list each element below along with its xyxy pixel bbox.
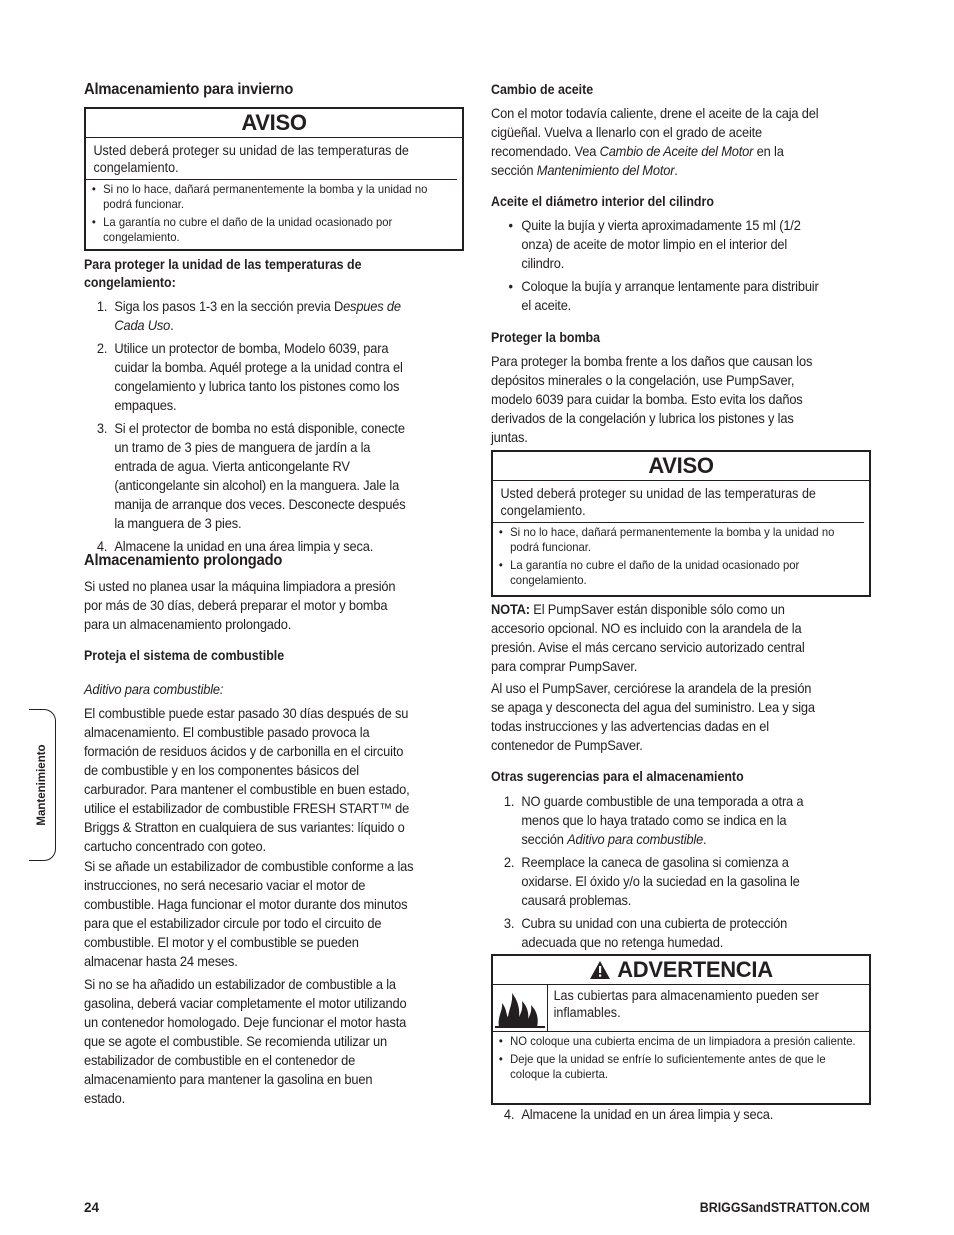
notice-title: AVISO xyxy=(86,109,462,138)
cylinder-heading: Aceite el diámetro interior del cilindro xyxy=(491,194,714,209)
cylinder-bullets xyxy=(491,216,822,319)
nota-label: NOTA: xyxy=(491,601,530,617)
notice-bullet: • Si no lo hace, dañará permanentemente la bomba y la unidad no podrá funcionar. xyxy=(498,525,835,554)
other-tips-steps xyxy=(491,792,822,956)
list-item: 3. Cubra su unidad con una cubierta de protección adecuada que no retenga humedad. xyxy=(503,915,788,950)
section-tab-mantenimiento xyxy=(29,709,56,861)
pump-protect-text: Para proteger la bomba frente a los daños que causan los depósitos minerales o la congelación, use PumpSaver, modelo 6039 para cuidar la bomba. Esto evita los daños derivados de la congelación y lubrica los pistones y las juntas. xyxy=(491,353,813,445)
final-step xyxy=(491,1105,822,1128)
list-item: 2. Utilice un protector de bomba, Modelo 6039, para cuidar la bomba. Aquél protege a la unidad contra el congelamiento y lubrica tanto los pistones como los empaques. xyxy=(96,340,403,413)
prolonged-storage-heading: Almacenamiento prolongado xyxy=(84,552,283,569)
notice-intro: Usted deberá proteger su unidad de las temperaturas de congelamiento. xyxy=(493,481,864,523)
notice-intro: Usted deberá proteger su unidad de las temperaturas de congelamiento. xyxy=(86,138,457,180)
warning-box xyxy=(491,954,871,1105)
section-tab-label: Mantenimiento xyxy=(36,744,48,826)
oil-change-text: Con el motor todavía caliente, drene el aceite de la caja del cigüeñal. Vuelva a llenarlo con el grado de aceite recomendado. Vea Cambio de Aceite del Motor en la sección Mantenimiento del Motor. xyxy=(491,105,819,178)
notice-bullet: • La garantía no cubre el daño de la unidad ocasionado por congelamiento. xyxy=(498,558,800,587)
fuel-additive-label: Aditivo para combustible: xyxy=(84,681,224,697)
notice-bullet: • La garantía no cubre el daño de la unidad ocasionado por congelamiento. xyxy=(91,215,393,244)
list-item: 4. Almacene la unidad en una área limpia y seca. xyxy=(96,538,374,554)
fire-icon xyxy=(493,985,548,1031)
protect-heading: Para proteger la unidad de las temperaturas de congelamiento: xyxy=(84,257,362,290)
notice-bullets xyxy=(86,180,462,251)
list-item: 1. Siga los pasos 1-3 en la sección previa Despues de Cada Uso. xyxy=(96,298,401,333)
list-item: 4. Almacene la unidad en un área limpia y seca. xyxy=(503,1106,774,1122)
warning-title: ADVERTENCIA xyxy=(617,957,773,982)
pump-protect-heading: Proteger la bomba xyxy=(491,330,601,345)
fuel-paragraph-2: Si se añade un estabilizador de combustible conforme a las instrucciones, no será necesario vaciar el motor de combustible. Haga funcionar el motor durante dos minutos para que el estabilizador circule por todo el circuito de combustible. El motor y el combustible se pueden almacenar hasta 24 meses. xyxy=(84,858,414,969)
notice-title: AVISO xyxy=(493,452,869,481)
warning-bullet: • NO coloque una cubierta encima de un limpiadora a presión caliente. xyxy=(498,1034,856,1048)
fuel-paragraph-3: Si no se ha añadido un estabilizador de combustible a la gasolina, deberá vaciar completamente el motor utilizando un contenedor homologado. Deje funcionar el motor hasta que se agote el combustible. Se recomienda utilizar un estabilizador de combustible en el contenedor de almacenamiento para mantener la gasolina en buen estado. xyxy=(84,976,407,1106)
warning-hazard-text: Las cubiertas para almacenamiento pueden ser inflamables. xyxy=(553,988,819,1020)
notice-bullet: • Si no lo hace, dañará permanentemente la bomba y la unidad no podrá funcionar. xyxy=(91,182,428,211)
fuel-system-heading: Proteja el sistema de combustible xyxy=(84,648,285,663)
warning-header xyxy=(493,956,869,985)
notice-box-2 xyxy=(491,450,871,597)
list-item: • Quite la bujía y vierta aproximadamente 15 ml (1/2 onza) de aceite de motor limpio en el interior del cilindro. xyxy=(508,217,801,271)
other-tips-heading: Otras sugerencias para el almacenamiento xyxy=(491,769,744,784)
prolonged-storage-text: Si usted no planea usar la máquina limpiadora a presión por más de 30 días, deberá preparar el motor y bomba para un almacenamiento prolongado. xyxy=(84,578,396,632)
pumpsaver-text: Al uso el PumpSaver, cerciórese la arandela de la presión se apaga y desconecta del agua del suministro. Lea y siga todas instrucciones y las advertencias dadas en el contenedor de PumpSaver. xyxy=(491,680,815,753)
warning-triangle-icon xyxy=(589,960,611,980)
winter-storage-heading: Almacenamiento para invierno xyxy=(84,81,294,98)
nota-text: NOTA: El PumpSaver están disponible sólo como un accesorio opcional. NO es incluido con la arandela de la presión. Avise el más cercano servicio autorizado central para comprar PumpSaver. xyxy=(491,601,805,674)
list-item: 2. Reemplace la caneca de gasolina si comienza a oxidarse. El óxido y/o la suciedad en la gasolina le causará problemas. xyxy=(503,854,800,908)
fuel-paragraph-1: El combustible puede estar pasado 30 días después de su almacenamiento. El combustible pasado provoca la formación de residuos ácidos y de carbonilla en el circuito de combustible y en los componentes básicos del carburador. Para mantener el combustible en buen estado, utilice el estabilizador de combustible FRESH START™ de Briggs & Stratton en cualquiera de sus variantes: líquido o cartucho concentrado con goteo. xyxy=(84,705,410,854)
list-item: 1. NO guarde combustible de una temporada a otra a menos que lo haya tratado como se indica en la sección Aditivo para combustible. xyxy=(503,793,804,847)
notice-bullets xyxy=(493,523,869,594)
page-number: 24 xyxy=(84,1200,100,1215)
protect-steps xyxy=(84,297,415,560)
oil-change-heading: Cambio de aceite xyxy=(491,82,594,97)
notice-box-1 xyxy=(84,107,464,251)
warning-bullet: • Deje que la unidad se enfríe lo suficientemente antes de que le coloque la cubierta. xyxy=(498,1052,826,1081)
warning-hazard-row xyxy=(493,985,869,1032)
footer-website: BRIGGSandSTRATTON.COM xyxy=(700,1200,870,1215)
warning-bullets xyxy=(493,1032,869,1088)
list-item: • Coloque la bujía y arranque lentamente para distribuir el aceite. xyxy=(508,278,819,313)
list-item: 3. Si el protector de bomba no está disponible, conecte un tramo de 3 pies de manguera de jardín a la entrada de agua. Vierta anticongelante RV (anticongelante sin alcohol) en la manguera. Jale la manija de arranque dos veces. Desconecte después la manguera de 3 pies. xyxy=(96,420,406,531)
